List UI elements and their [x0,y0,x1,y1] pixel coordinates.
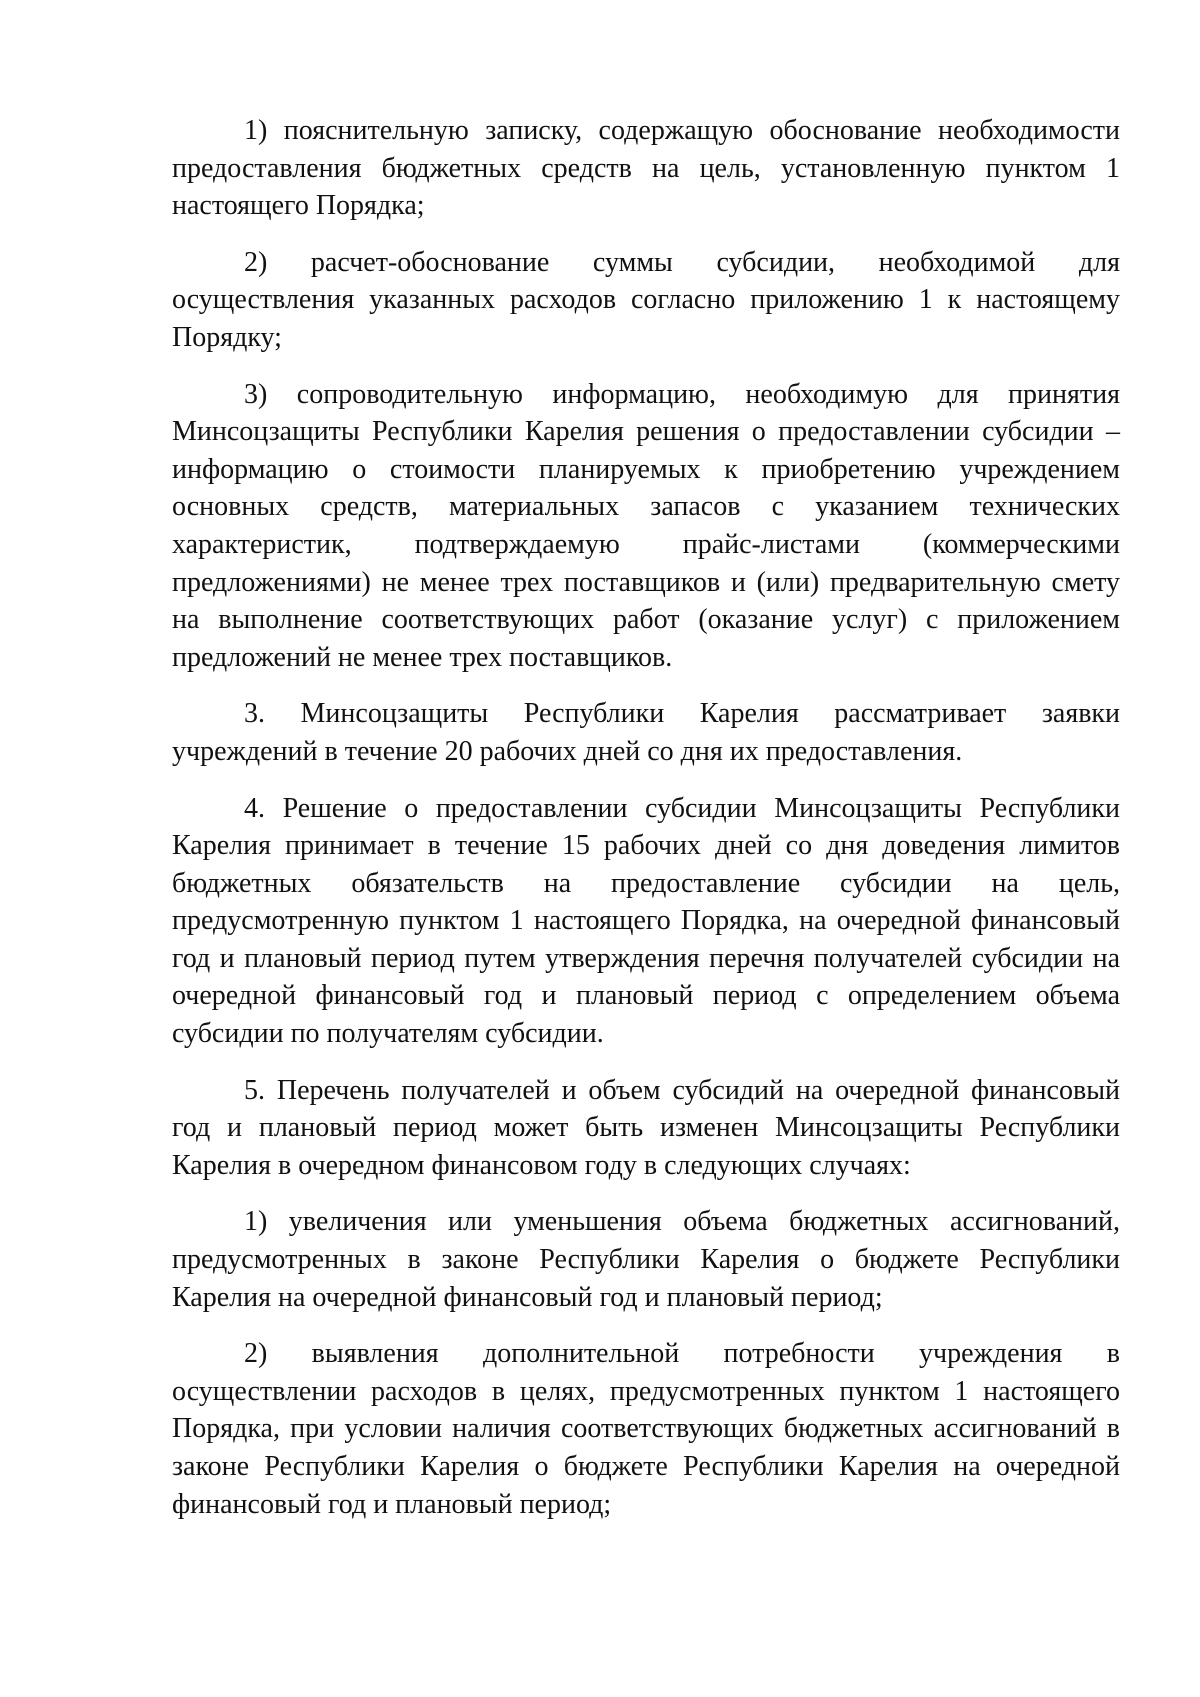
paragraph-section-3-review: 3. Минсоцзащиты Республики Карелия рассматривает заявки учреждений в течение 20 рабочих дней со дня их предоставления. [172,698,1120,767]
paragraph-section-5-changes: 5. Перечень получателей и объем субсидий на очередной финансовый год и плановый период может быть изменен Минсоцзащиты Республики Карелия в очередном финансовом году в следующих случаях: [172,1074,1120,1181]
document-page [172,112,1120,1542]
paragraph-3-supporting-info: 3) сопроводительную информацию, необходимую для принятия Минсоцзащиты Республики Карелия решения о предоставлении субсидии – информацию о стоимости планируемых к приобретению учреждением основных средств, материальных запасов с указанием технических характеристик, подтверждаемую прайс-листами (коммерческими предложениями) не менее трех поставщиков и (или) предварительную смету на выполнение соответствующих работ (оказание услуг) с приложением предложений не менее трех поставщиков. [172,378,1120,673]
paragraph-section-4-decision: 4. Решение о предоставлении субсидии Минсоцзащиты Республики Карелия принимает в течение 15 рабочих дней со дня доведения лимитов бюджетных обязательств на предоставление субсидии на цель, предусмотренную пунктом 1 настоящего Порядка, на очередной финансовый год и плановый период путем утверждения перечня получателей субсидии на очередной финансовый год и плановый период с определением объема субсидии по получателям субсидии. [172,792,1120,1050]
paragraph-case-2-additional-need: 2) выявления дополнительной потребности учреждения в осуществлении расходов в целях, предусмотренных пунктом 1 настоящего Порядка, при условии наличия соответствующих бюджетных ассигнований в законе Республики Карелия о бюджете Республики Карелия на очередной финансовый год и плановый период; [172,1338,1120,1520]
paragraph-case-1-budget-change: 1) увеличения или уменьшения объема бюджетных ассигнований, предусмотренных в законе Республики Карелия о бюджете Республики Карелия на очередной финансовый год и плановый период; [172,1206,1120,1313]
paragraph-2-calculation: 2) расчет-обоснование суммы субсидии, необходимой для осуществления указанных расходов согласно приложению 1 к настоящему Порядку; [172,246,1120,353]
paragraph-1-explanatory-note: 1) пояснительную записку, содержащую обоснование необходимости предоставления бюджетных средств на цель, установленную пунктом 1 настоящего Порядка; [172,115,1120,222]
